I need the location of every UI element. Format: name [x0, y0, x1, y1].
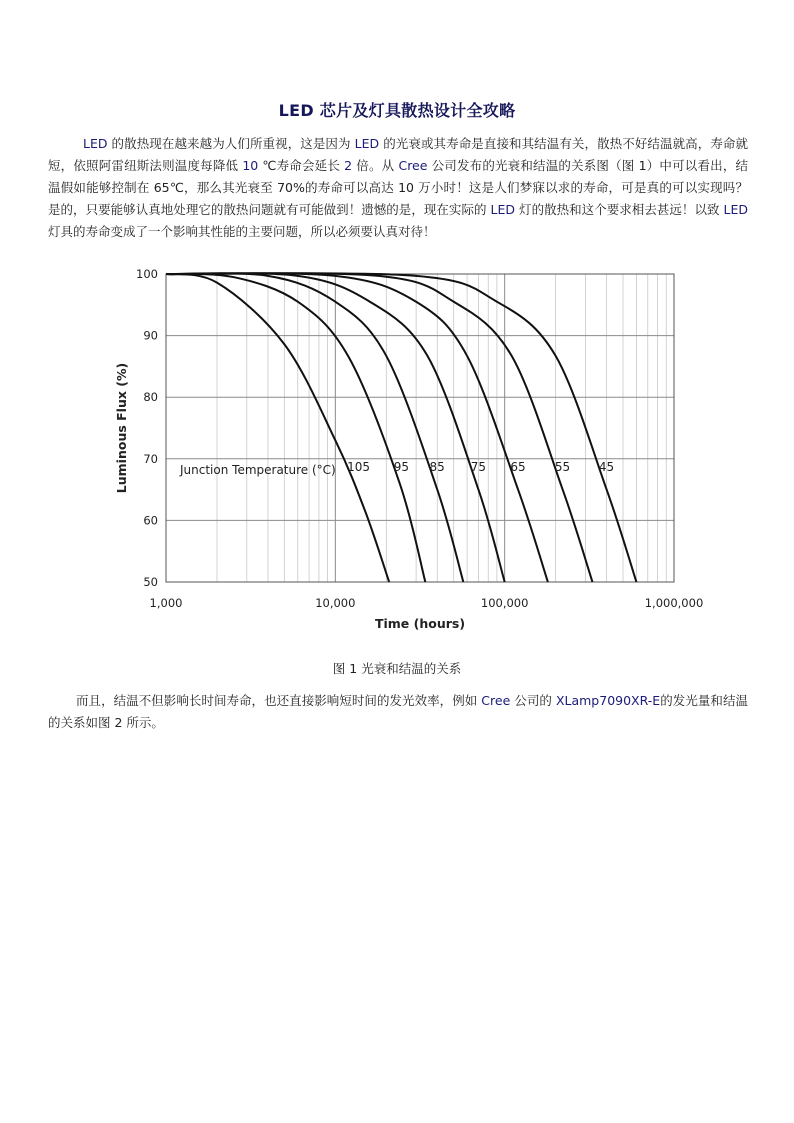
intro-seg: 公司发布的光衰和结温的关系图（图 1）中可以看出，结温假如能够控制在 65℃，那么其光衰至 70%的寿命可以高达 10 万小时！这是人们梦寐以求的寿命，可是真的可以实现吗？是的，只要能够认真地处理它的散热问题就有可能做到！遗憾的是，现在实际的 [48, 158, 748, 217]
chart-grid [166, 274, 674, 582]
y-tick-label: 60 [143, 513, 158, 528]
para2-seg: 公司的 [510, 693, 556, 708]
y-tick-label: 80 [143, 390, 158, 405]
series-label: 85 [429, 459, 445, 474]
intro-seg: LED [83, 136, 108, 151]
x-tick-label: 1,000 [149, 596, 183, 610]
series-line-45 [166, 273, 636, 582]
para2-seg: 的发光量和结温的关系如图 2 所示。 [48, 693, 748, 730]
intro-seg: 倍。从 [352, 158, 399, 173]
x-tick-label: 1,000,000 [644, 596, 704, 610]
intro-seg: Cree [398, 158, 428, 173]
chart-series [166, 273, 636, 582]
series-label: 95 [393, 459, 410, 474]
para2-seg: 而且，结温不但影响长时间寿命，也还直接影响短时间的发光效率，例如 [76, 693, 482, 708]
series-label: 45 [598, 459, 615, 474]
x-tick-labels [150, 596, 704, 610]
y-tick-label: 70 [143, 451, 158, 466]
y-tick-label: 100 [136, 267, 158, 281]
series-label: 55 [554, 459, 571, 474]
intro-seg: 10 [242, 158, 259, 173]
y-tick-labels [136, 267, 158, 589]
para2-seg: XLamp7090XR-E [555, 693, 661, 708]
y-axis-label: Luminous Flux (%) [114, 362, 129, 494]
series-line-85 [166, 273, 463, 582]
intro-seg: LED [723, 202, 748, 217]
intro-seg: 灯具的寿命变成了一个影响其性能的主要问题，所以必须要认真对待！ [48, 224, 436, 239]
chart-svg [110, 262, 710, 642]
para2-seg: Cree [481, 693, 511, 708]
y-tick-label: 50 [143, 575, 158, 589]
x-tick-label: 10,000 [315, 596, 356, 610]
series-label: 105 [347, 459, 371, 474]
intro-seg: 灯的散热和这个要求相去甚远！以致 [515, 202, 724, 217]
intro-seg: LED [354, 136, 380, 151]
intro-paragraph [48, 133, 748, 243]
plot-frame [166, 274, 674, 582]
intro-seg: 的光衰或其寿命是直接和其结温有关，散热不好结温就高，寿命就短，依照阿雷纽斯法则温度每降低 [48, 136, 748, 173]
x-axis-label: Time (hours) [374, 616, 466, 631]
intro-seg: 2 [344, 158, 353, 173]
series-label: 65 [510, 459, 526, 474]
second-paragraph [48, 690, 748, 734]
document-title: LED 芯片及灯具散热设计全攻略 [278, 101, 516, 120]
series-label: 75 [470, 459, 486, 474]
series-line-65 [166, 273, 548, 582]
intro-seg: ℃寿命会延长 [258, 158, 345, 173]
series-line-105 [166, 274, 389, 582]
luminous-flux-chart [110, 262, 710, 642]
y-tick-label: 90 [143, 328, 158, 343]
x-tick-label: 100,000 [480, 596, 529, 610]
figure-caption: 图 1 光衰和结温的关系 [332, 661, 462, 676]
intro-seg: 的散热现在越来越为人们所重视，这是因为 [107, 136, 355, 151]
intro-seg: LED [490, 202, 516, 217]
series-labels [347, 460, 614, 474]
junction-temp-annotation: Junction Temperature (°C) [180, 463, 336, 477]
